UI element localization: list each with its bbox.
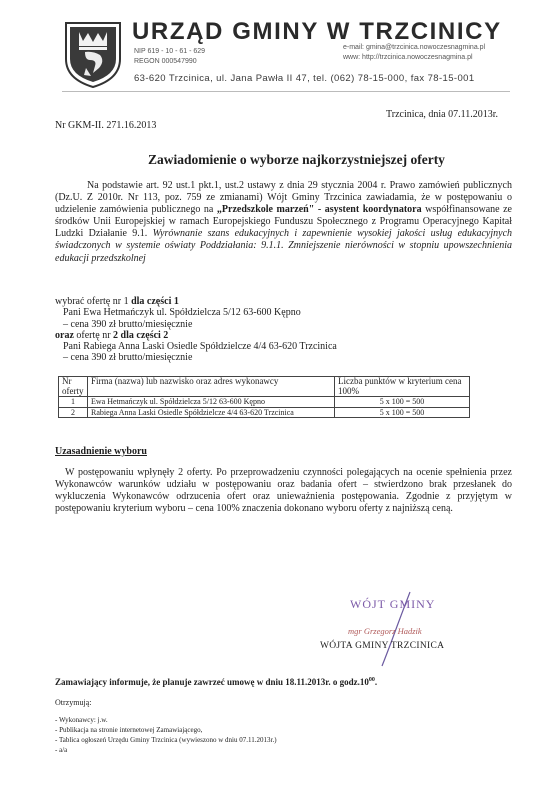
project-name: Przedszkole marzeń" - asystent koordynatora bbox=[221, 204, 422, 216]
selection-2-offer: ofertę nr bbox=[76, 329, 111, 341]
header-divider bbox=[62, 91, 510, 92]
stamp-wojta-gminy: WÓJTA GMINY TRZCINICA bbox=[320, 641, 445, 651]
document-title: Zawiadomienie o wyborze najkorzystniejszej oferty bbox=[148, 152, 445, 167]
stamp-wojt-gminy: WÓJT GMINY bbox=[350, 597, 436, 611]
selection-line-2 bbox=[55, 330, 337, 341]
justification-text: W postępowaniu wpłynęły 2 oferty. Po przeprowadzeniu czynności polegających na ocenie spełnienia przez Wykonawców warunków udziału w postępowaniu oraz badania ofert – stwierdzono brak przesłanek do wykluczenia Wykonawców odrzucenia ofert oraz unieważnienia postępowania. Zgodnie z przyjętym w postępowaniu kryterium wyboru – cena 100% znaczenia dokonano wyboru oferty z najniższą ceną. bbox=[55, 467, 512, 515]
email-address: e-mail: gmina@trzcinica.nowoczesnagmina.pl bbox=[343, 44, 486, 51]
col-contractor: Firma (nazwa) lub nazwisko oraz adres wykonawcy bbox=[88, 377, 335, 397]
intro-paragraph: Na podstawie art. 92 ust.1 pkt.1, ust.2 ustawy z dnia 29 stycznia 2004 r. Prawo zamówień publicznych (Dz.U. Z 2010r. Nr 113, poz. 759 ze zmianami) Wójt Gminy Trzcinica zawiadamia, że w postępowaniu o udzielenie zamówienia publicznego na „Przedszkole marzeń" - asystent koordynatora współfinansowane ze środków Unii Europejskiej w ramach Europejskiego Funduszu Społecznego z Programu Operacyjnego Kapitał Ludzki Działanie 9.1. Wyrównanie szans edukacyjnych i zapewnienie wysokiej jakości usług edukacyjnych świadczonych w systemie oświaty Poddziałania: 9.1.1. Zmniejszenie nierówności w stopniu upowszechnienia edukacji przedszkolnej bbox=[55, 180, 513, 264]
selection-2-contractor: Pani Rabiega Anna Laski Osiedle Spółdzielcze 4/4 63-620 Trzcinica bbox=[63, 341, 337, 353]
selection-2-price: – cena 390 zł brutto/miesięcznie bbox=[63, 352, 193, 364]
offer-number: 1 bbox=[59, 397, 88, 408]
table-row bbox=[59, 407, 470, 418]
selection-2-and: oraz bbox=[55, 329, 74, 341]
website-address: www: http://trzcinica.nowoczesnagmina.pl bbox=[343, 54, 473, 61]
intro-text: Na podstawie art. 92 ust.1 pkt.1, ust.2 ustawy z dnia 29 stycznia 2004 r. Prawo zamówień publicznych (Dz.U. Z 2010r. Nr 113, poz. 759 ze zmianami) Wójt Gminy Trzcinica zawiadamia, że w postępowaniu o udzielenie zamówienia publicznego na bbox=[55, 180, 512, 216]
table-header-row bbox=[59, 377, 470, 397]
table-row bbox=[59, 397, 470, 408]
list-item: - Wykonawcy: j.w. bbox=[55, 716, 108, 724]
selection-line-1 bbox=[55, 296, 337, 307]
col-points: Liczba punktów w kryterium cena 100% bbox=[335, 377, 470, 397]
reference-number: Nr GKM-II. 271.16.2013 bbox=[55, 120, 157, 131]
office-address-line: 63-620 Trzcinica, ul. Jana Pawła II 47, tel. (062) 78-15-000, fax 78-15-001 bbox=[134, 73, 475, 84]
office-name: URZĄD GMINY W TRZCINICY bbox=[132, 18, 502, 45]
handwritten-signature: mgr Grzegorz Hadzik bbox=[348, 626, 422, 636]
points-score: 5 x 100 = 500 bbox=[335, 397, 470, 408]
nip-number: NIP 619 - 10 - 61 - 629 bbox=[134, 48, 206, 55]
intro-text-continued: współfinansowane ze środków Unii Europejskiej w ramach Europejskiego Funduszu Społecznego z Programu Operacyjnego Kapitał Ludzki Działanie 9.1. bbox=[55, 204, 512, 240]
selection-2-part: 2 dla części 2 bbox=[113, 329, 169, 341]
selection-1-contractor: Pani Ewa Hetmańczyk ul. Spółdzielcza 5/12 63-600 Kępno bbox=[63, 307, 301, 319]
meeting-minutes: 00 bbox=[368, 677, 375, 683]
intro-italic-measure: Wyrównanie szans edukacyjnych i zapewnienie wysokiej jakości usług edukacyjnych świadczonych w systemie oświaty Poddziałania: 9.1.1. Zmniejszenie nierówności w stopniu upowszechnienia edukacji przedszkolnej bbox=[55, 228, 513, 264]
meeting-end: . bbox=[374, 677, 378, 687]
selection-1-offer: wybrać ofertę nr 1 bbox=[55, 296, 129, 307]
contractor-name: Rabiega Anna Laski Osiedle Spółdzielcze 4/4 63-620 Trzcinica bbox=[88, 407, 335, 418]
place-and-date: Trzcinica, dnia 07.11.2013r. bbox=[386, 109, 499, 120]
justification-heading: Uzasadnienie wyboru bbox=[55, 446, 147, 457]
list-item: - Tablica ogłoszeń Urzędu Gminy Trzcinica (wywieszono w dniu 07.11.2013r.) bbox=[55, 736, 277, 744]
regon-number: REGON 000547990 bbox=[134, 58, 197, 65]
selection-1-part: dla części 1 bbox=[131, 296, 179, 307]
list-item: - a/a bbox=[55, 746, 68, 754]
points-score: 5 x 100 = 500 bbox=[335, 407, 470, 418]
contract-meeting-notice bbox=[55, 677, 377, 687]
list-item: - Publikacja na stronie internetowej Zamawiającego, bbox=[55, 726, 203, 734]
offers-table bbox=[58, 376, 470, 418]
coat-of-arms-logo bbox=[62, 19, 124, 89]
recipients-list bbox=[55, 715, 277, 755]
recipients-heading: Otrzymują: bbox=[55, 698, 92, 707]
justification-paragraph bbox=[55, 467, 512, 515]
meeting-text: Zamawiający informuje, że planuje zawrzeć umowę w dniu 18.11.2013r. o godz.10 bbox=[55, 677, 369, 687]
contractor-name: Ewa Hetmańczyk ul. Spółdzielcza 5/12 63-600 Kępno bbox=[88, 397, 335, 408]
selected-offers bbox=[55, 296, 337, 364]
selection-1-price: – cena 390 zł brutto/miesięcznie bbox=[63, 318, 193, 330]
col-offer-number: Nr oferty bbox=[59, 377, 88, 397]
offer-number: 2 bbox=[59, 407, 88, 418]
